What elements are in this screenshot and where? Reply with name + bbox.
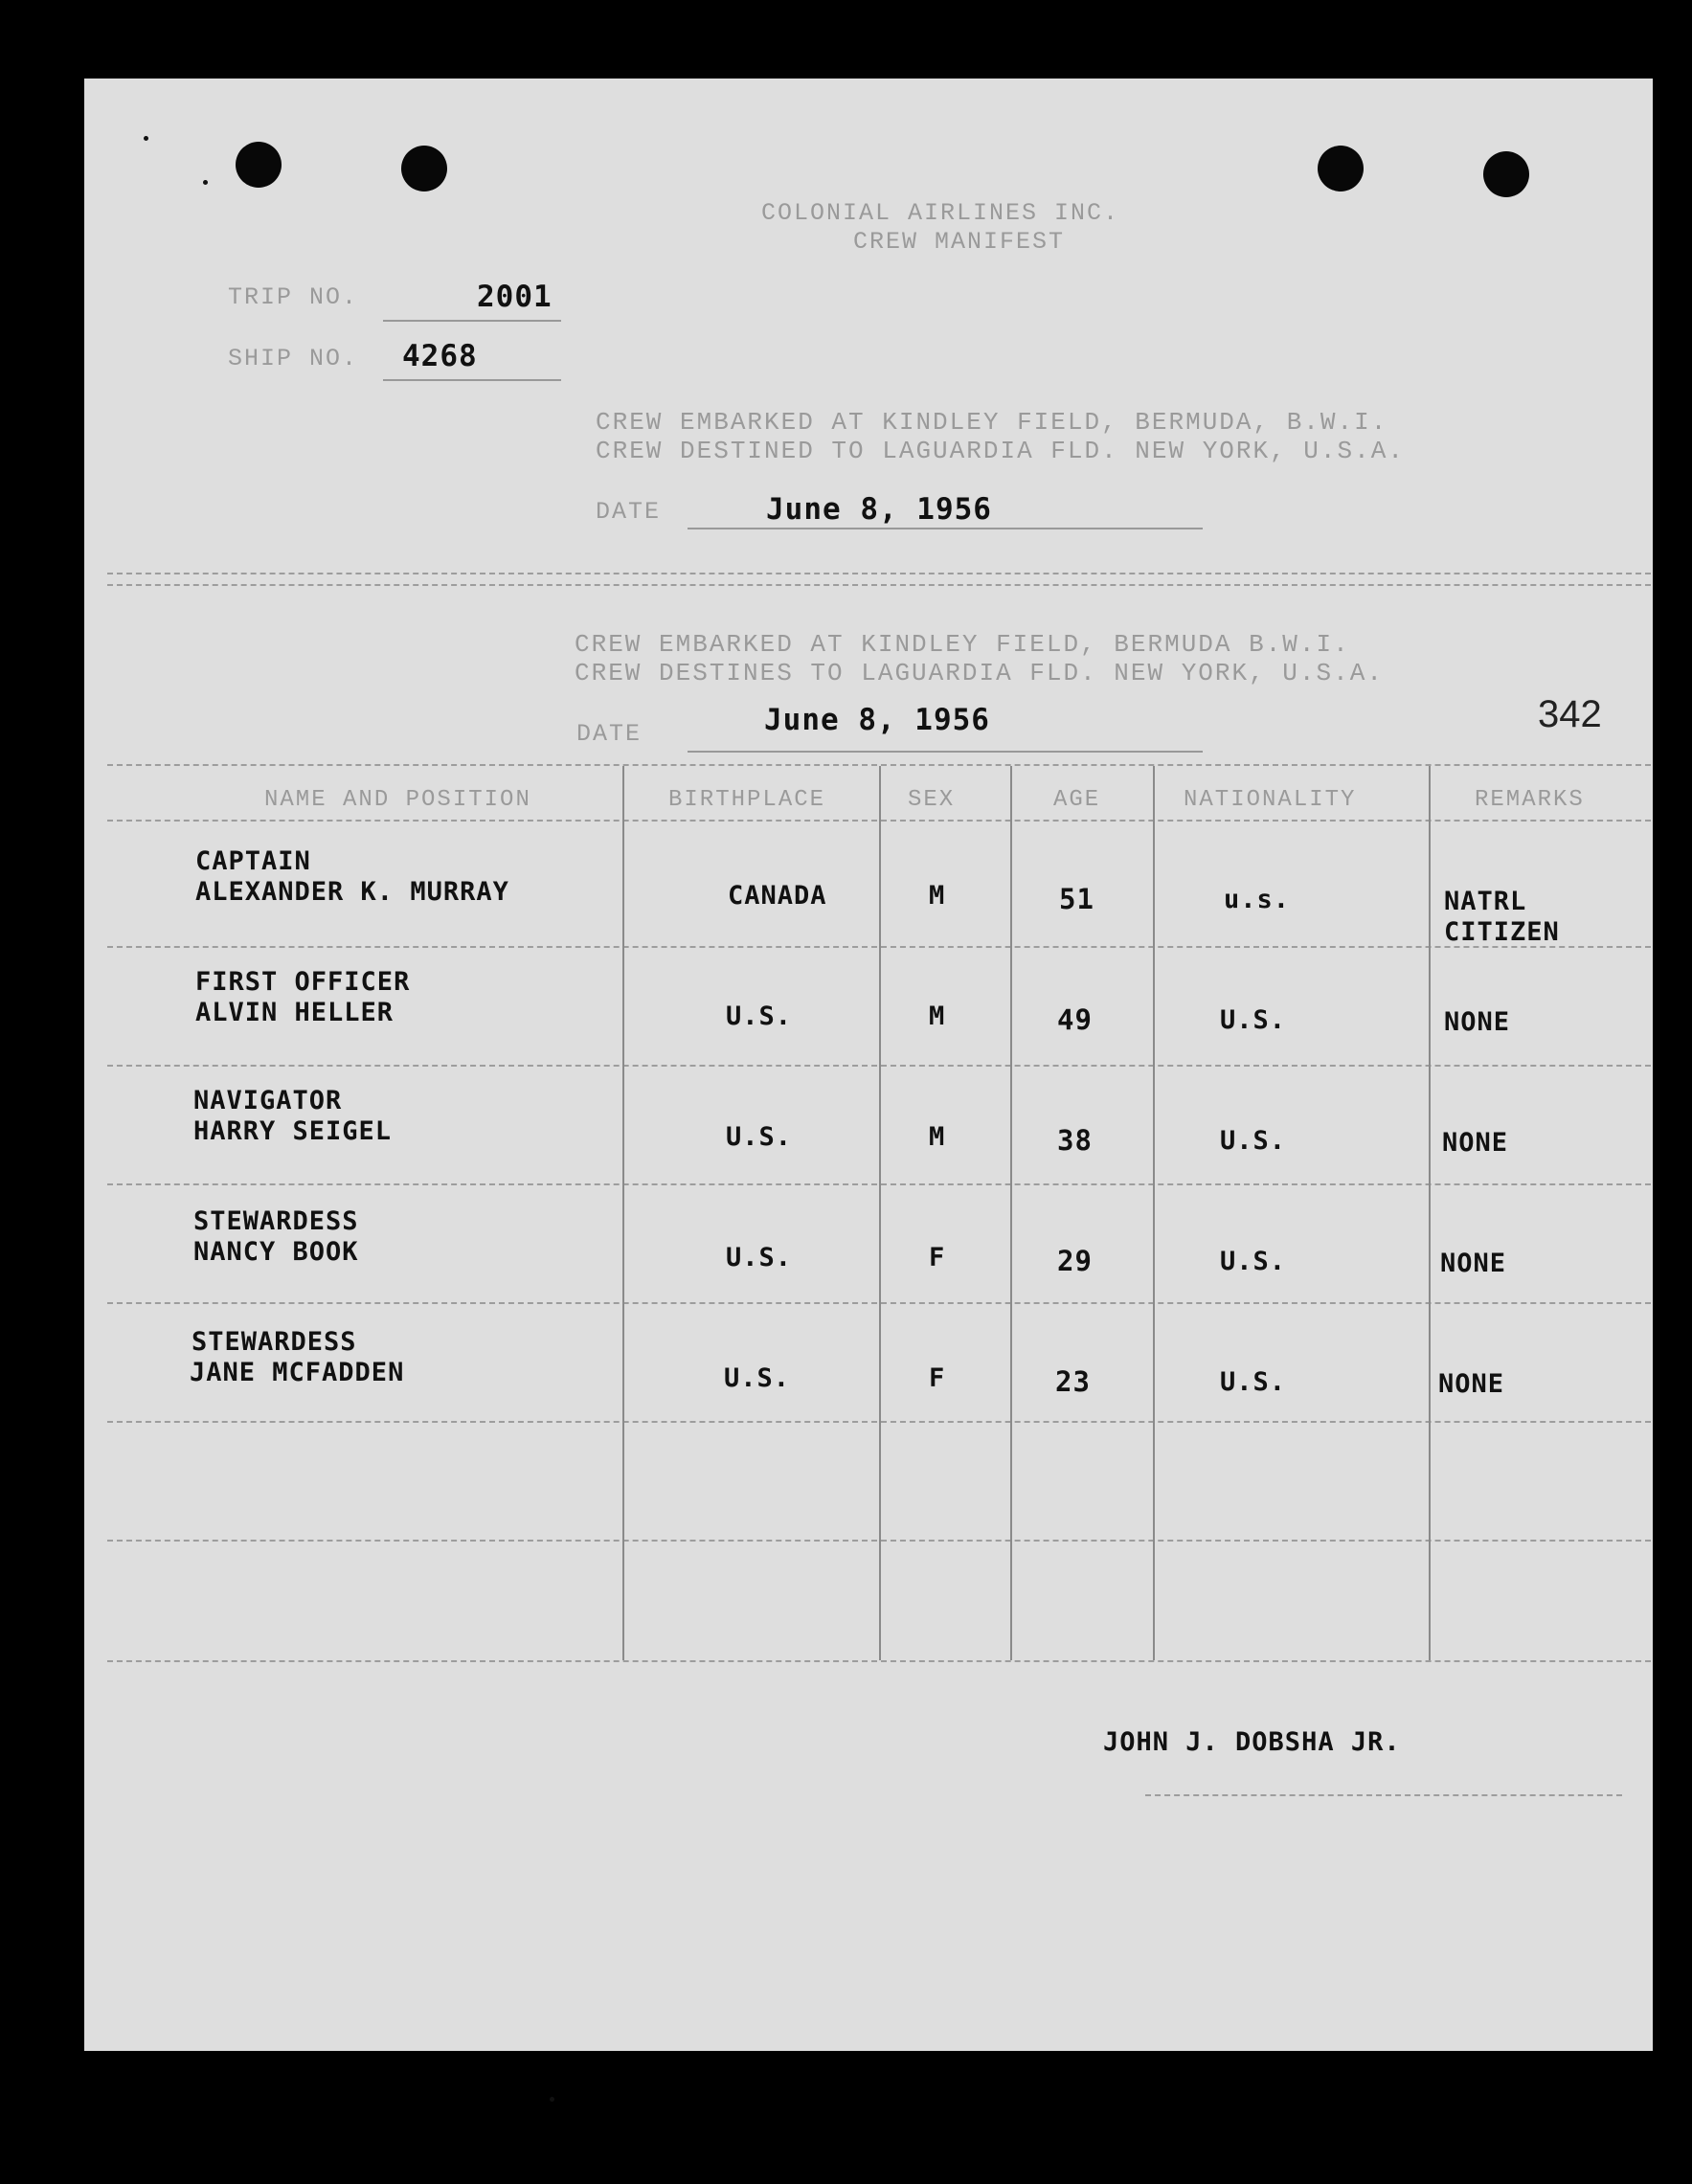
crew-position: STEWARDESS [193, 1206, 359, 1236]
table-bottom-rule [107, 1660, 1651, 1662]
date-underline-1 [688, 528, 1203, 529]
crew-remarks: NATRL [1444, 887, 1527, 916]
date-label-1: DATE [596, 498, 662, 526]
crew-birthplace: U.S. [726, 1002, 793, 1031]
date-value-2: June 8, 1956 [764, 703, 990, 737]
crew-remarks: NONE [1444, 1007, 1511, 1037]
crew-sex: F [929, 1363, 946, 1393]
crew-remarks: NONE [1438, 1369, 1505, 1399]
crew-sex: F [929, 1243, 946, 1272]
document-title: CREW MANIFEST [853, 228, 1066, 256]
crew-age: 51 [1059, 883, 1094, 915]
ship-underline [383, 379, 561, 381]
page-number: 342 [1538, 693, 1602, 735]
crew-age: 23 [1055, 1365, 1091, 1398]
crew-name: ALEXANDER K. MURRAY [195, 877, 509, 907]
crew-sex: M [929, 1122, 946, 1152]
signatory-name: JOHN J. DOBSHA JR. [1103, 1727, 1401, 1757]
date-value-1: June 8, 1956 [766, 492, 992, 527]
separator [107, 584, 1651, 586]
crew-nationality: U.S. [1220, 1126, 1287, 1156]
destined-line-2: CREW DESTINES TO LAGUARDIA FLD. NEW YORK, U.S.A. [575, 659, 1384, 687]
crew-position: FIRST OFFICER [195, 967, 411, 997]
crew-nationality: u.s. [1224, 885, 1291, 914]
crew-sex: M [929, 881, 946, 911]
date-underline-2 [688, 751, 1203, 753]
speck [550, 2097, 554, 2102]
crew-birthplace: U.S. [726, 1122, 793, 1152]
ship-label: SHIP NO. [228, 345, 359, 372]
header-nationality: NATIONALITY [1184, 787, 1357, 813]
column-divider [879, 766, 881, 1660]
company-name: COLONIAL AIRLINES INC. [761, 199, 1120, 227]
trip-underline [383, 320, 561, 322]
punch-hole [1483, 151, 1529, 197]
speck [203, 180, 208, 185]
crew-age: 49 [1057, 1003, 1093, 1036]
header-age: AGE [1053, 787, 1101, 813]
trip-label: TRIP NO. [228, 283, 359, 311]
crew-birthplace: CANADA [728, 881, 827, 911]
crew-position: CAPTAIN [195, 846, 311, 876]
crew-sex: M [929, 1002, 946, 1031]
header-name-position: NAME AND POSITION [264, 787, 531, 813]
crew-remarks-2: CITIZEN [1444, 917, 1560, 947]
crew-remarks: NONE [1440, 1249, 1507, 1278]
crew-age: 38 [1057, 1124, 1093, 1157]
separator [107, 573, 1651, 574]
header-sex: SEX [908, 787, 956, 813]
crew-remarks: NONE [1442, 1128, 1509, 1158]
crew-birthplace: U.S. [724, 1363, 791, 1393]
column-divider [622, 766, 624, 1660]
crew-nationality: U.S. [1220, 1247, 1287, 1276]
ship-number: 4268 [402, 339, 478, 373]
column-divider [1153, 766, 1155, 1660]
punch-hole [1318, 146, 1364, 191]
crew-nationality: U.S. [1220, 1005, 1287, 1035]
header-birthplace: BIRTHPLACE [668, 787, 826, 813]
speck [144, 136, 148, 141]
column-divider [1010, 766, 1012, 1660]
crew-age: 29 [1057, 1245, 1093, 1277]
signature-line [1145, 1794, 1622, 1796]
crew-name: ALVIN HELLER [195, 998, 395, 1027]
crew-position: STEWARDESS [192, 1327, 357, 1357]
destined-line-1: CREW DESTINED TO LAGUARDIA FLD. NEW YORK, U.S.A. [596, 437, 1405, 465]
column-divider [1429, 766, 1431, 1660]
crew-name: NANCY BOOK [193, 1237, 359, 1267]
crew-birthplace: U.S. [726, 1243, 793, 1272]
crew-name: JANE MCFADDEN [190, 1358, 405, 1387]
date-label-2: DATE [576, 720, 643, 748]
crew-position: NAVIGATOR [193, 1086, 343, 1115]
embarked-line-1: CREW EMBARKED AT KINDLEY FIELD, BERMUDA, B.W.I. [596, 408, 1388, 437]
embarked-line-2: CREW EMBARKED AT KINDLEY FIELD, BERMUDA B.W.I. [575, 630, 1350, 659]
punch-hole [401, 146, 447, 191]
crew-name: HARRY SEIGEL [193, 1116, 393, 1146]
crew-nationality: U.S. [1220, 1367, 1287, 1397]
header-remarks: REMARKS [1475, 787, 1585, 813]
punch-hole [236, 142, 282, 188]
trip-number: 2001 [477, 280, 553, 314]
